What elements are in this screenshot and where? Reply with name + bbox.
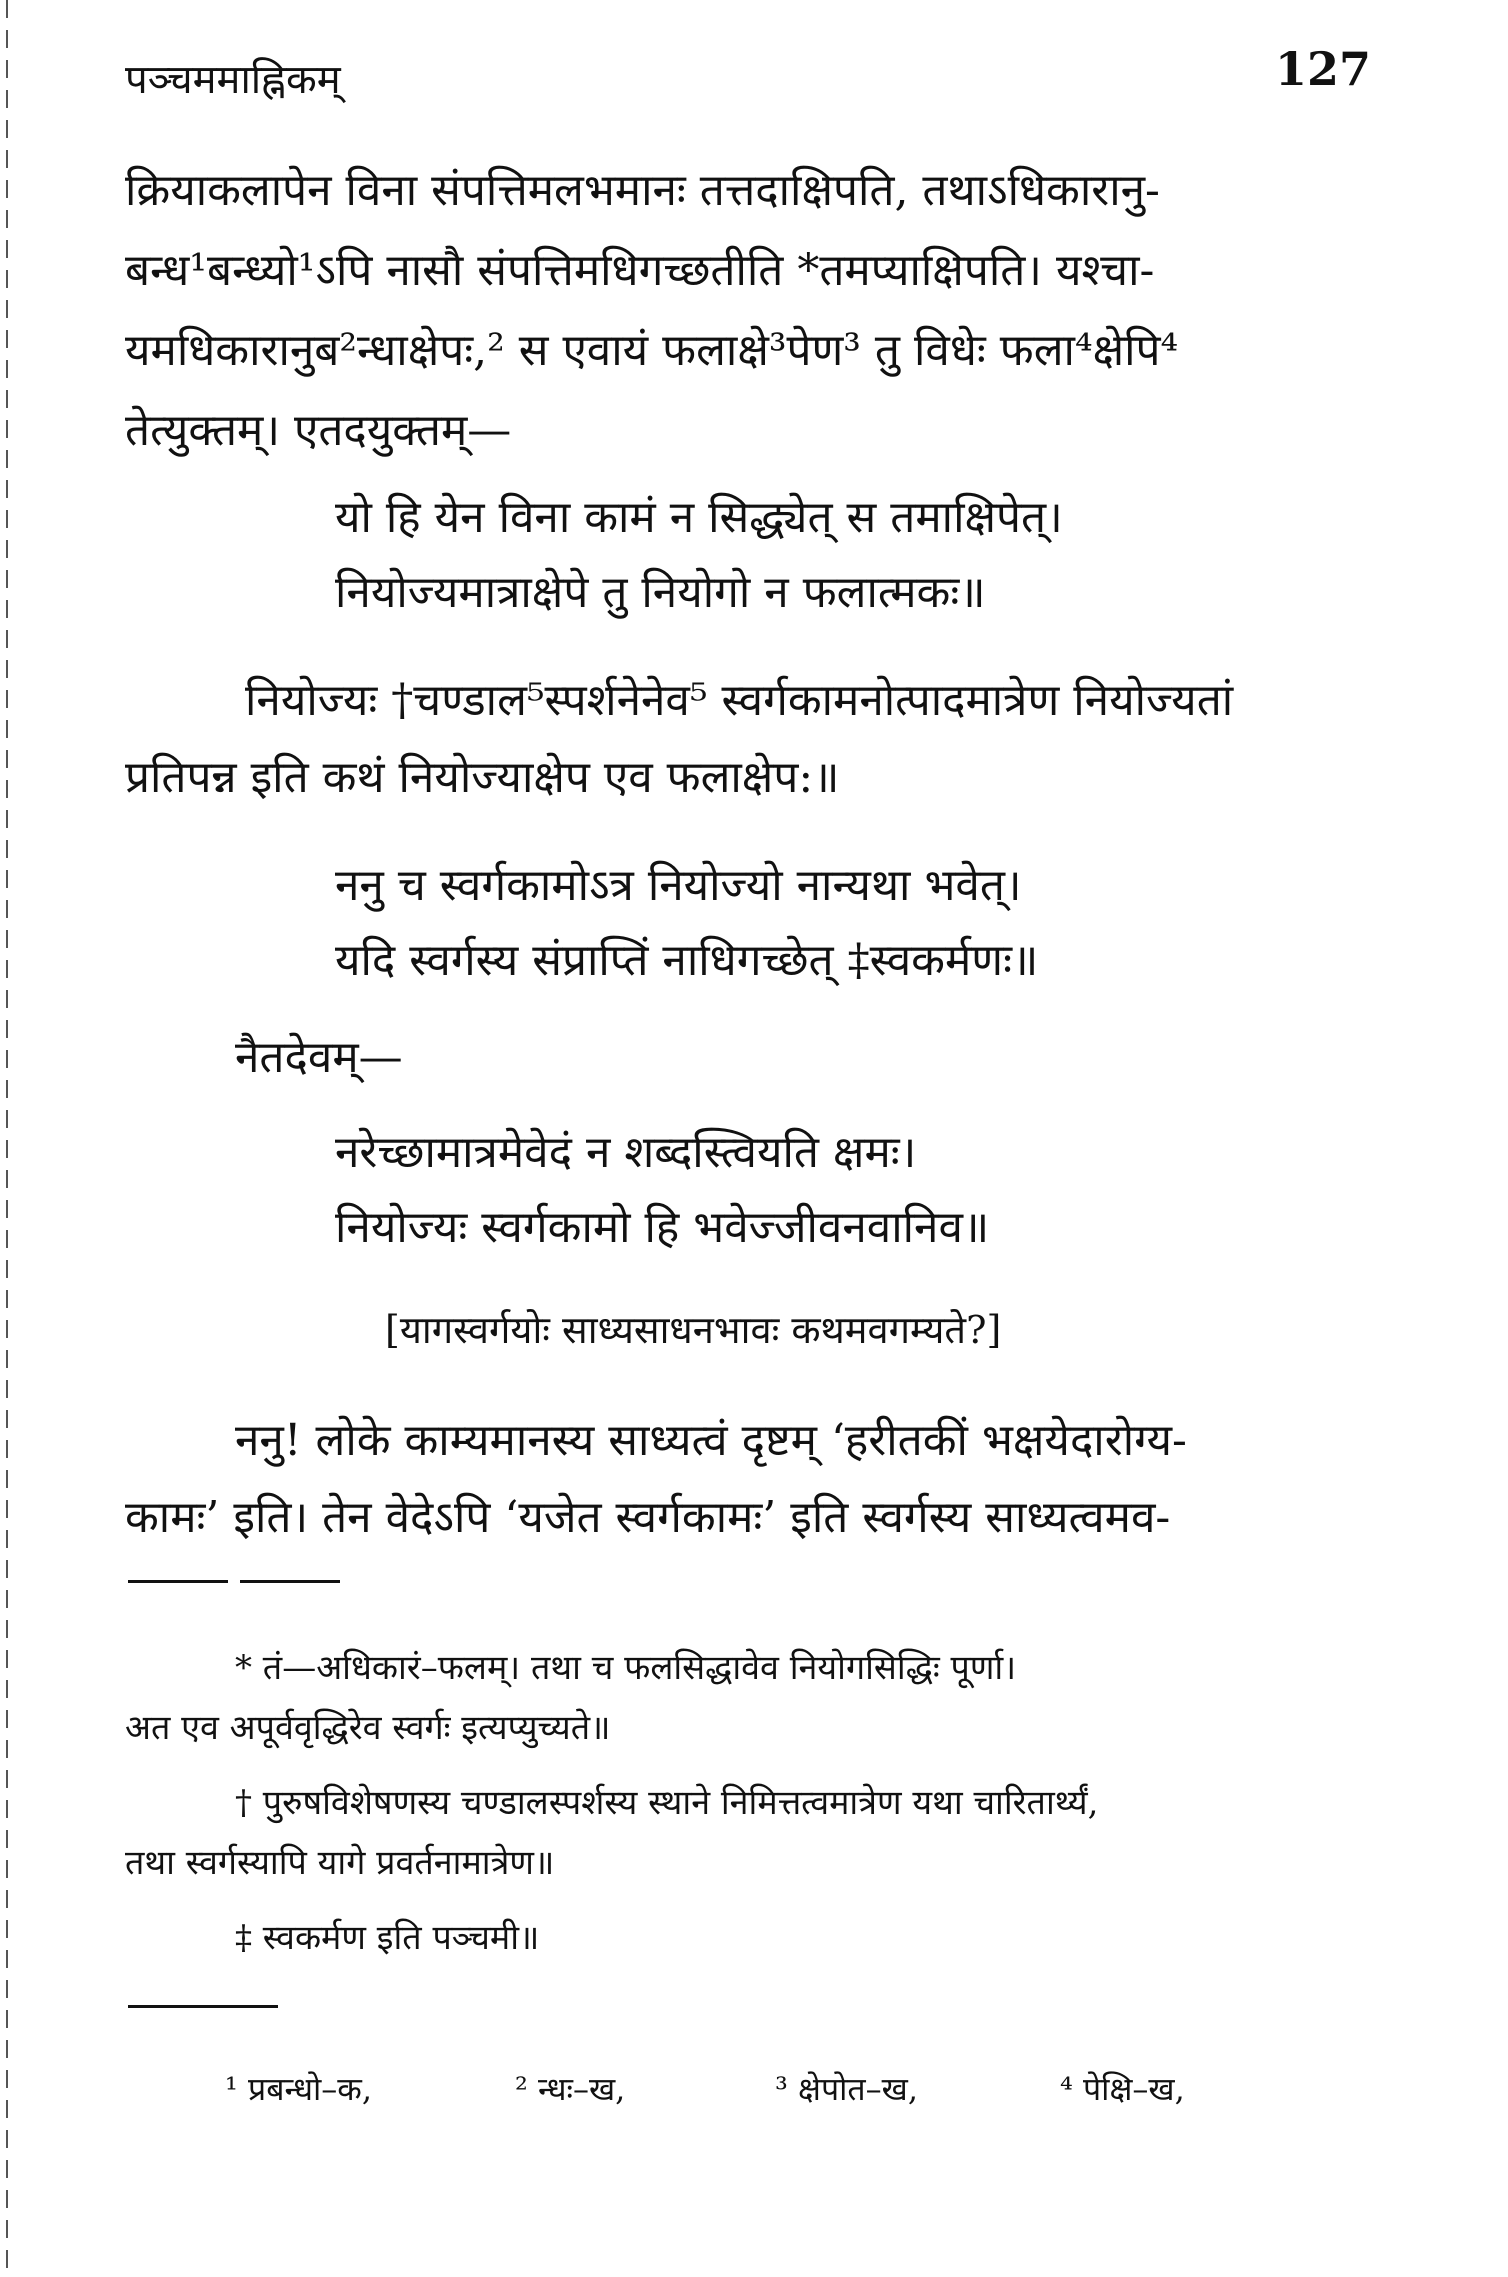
variant-reading: ¹ प्रबन्धो–क, xyxy=(225,2070,373,2108)
running-header: पञ्चममाह्निकम् xyxy=(125,57,341,103)
body-line: कामः’ इति। तेन वेदेऽपि ‘यजेत स्वर्गकामः’ इति स्वर्गस्य साध्यत्वमव- xyxy=(125,1492,1171,1543)
footnote-line: * तं—अधिकारं–फलम्। तथा च फलसिद्धावेव नियोगसिद्धिः पूर्णा। xyxy=(235,1648,1017,1688)
footnote-line: तथा स्वर्गस्यापि यागे प्रवर्तनामात्रेण॥ xyxy=(125,1843,555,1883)
section-heading: [यागस्वर्गयोः साध्यसाधनभावः कथमवगम्यते?] xyxy=(385,1308,1002,1352)
verse-line: नियोज्यः स्वर्गकामो हि भवेज्जीवनवानिव॥ xyxy=(335,1202,990,1253)
body-line: नैतदेवम्— xyxy=(235,1032,403,1083)
verse-line: यदि स्वर्गस्य संप्राप्तिं नाधिगच्छेत् ‡स्वकर्मणः॥ xyxy=(335,935,1039,986)
body-line: तेत्युक्तम्। एतदयुक्तम्— xyxy=(125,405,512,456)
body-line: ननु! लोके काम्यमानस्य साध्यत्वं दृष्टम् ‘हरीतकीं भक्षयेदारोग्य- xyxy=(235,1415,1187,1466)
verse-line: नरेच्छामात्रमेवेदं न शब्दस्त्वियति क्षमः। xyxy=(335,1127,917,1178)
body-line: क्रियाकलापेन विना संपत्तिमलभमानः तत्तदाक्षिपति, तथाऽधिकारानु- xyxy=(125,165,1160,216)
footnote-rule xyxy=(128,1580,228,1583)
body-line: नियोज्यः †चण्डाल⁵स्पर्शनेनेव⁵ स्वर्गकामनोत्पादमात्रेण नियोज्यतां xyxy=(245,675,1234,726)
variant-reading: ³ क्षेपोत–ख, xyxy=(775,2070,918,2108)
footnote-line: अत एव अपूर्ववृद्धिरेव स्वर्गः इत्यप्युच्यते॥ xyxy=(125,1708,611,1748)
body-line: बन्ध¹बन्ध्यो¹ऽपि नासौ संपत्तिमधिगच्छतीति *तमप्याक्षिपति। यश्चा- xyxy=(125,245,1155,296)
body-line: यमधिकारानुब²न्धाक्षेपः,² स एवायं फलाक्षे³पेण³ तु विधेः फला⁴क्षेपि⁴ xyxy=(125,325,1179,376)
variant-reading: ² न्धः–ख, xyxy=(515,2070,626,2108)
variant-rule xyxy=(128,2005,278,2008)
footnote-line: † पुरुषविशेषणस्य चण्डालस्पर्शस्य स्थाने निमित्तत्वमात्रेण यथा चारितार्थ्यं, xyxy=(235,1783,1099,1823)
page-number: 127 xyxy=(1275,42,1372,96)
body-line: प्रतिपन्न इति कथं नियोज्याक्षेप एव फलाक्षेप:॥ xyxy=(125,752,840,803)
margin-line xyxy=(6,0,8,2277)
verse-line: ननु च स्वर्गकामोऽत्र नियोज्यो नान्यथा भवेत्। xyxy=(335,860,1022,911)
footnote-line: ‡ स्वकर्मण इति पञ्चमी॥ xyxy=(235,1918,540,1958)
variant-reading: ⁴ पेक्षि–ख, xyxy=(1060,2070,1185,2108)
verse-line: यो हि येन विना कामं न सिद्ध्येत् स तमाक्षिपेत्। xyxy=(335,492,1063,543)
verse-line: नियोज्यमात्राक्षेपे तु नियोगो न फलात्मकः॥ xyxy=(335,567,986,618)
footnote-rule xyxy=(240,1580,340,1583)
